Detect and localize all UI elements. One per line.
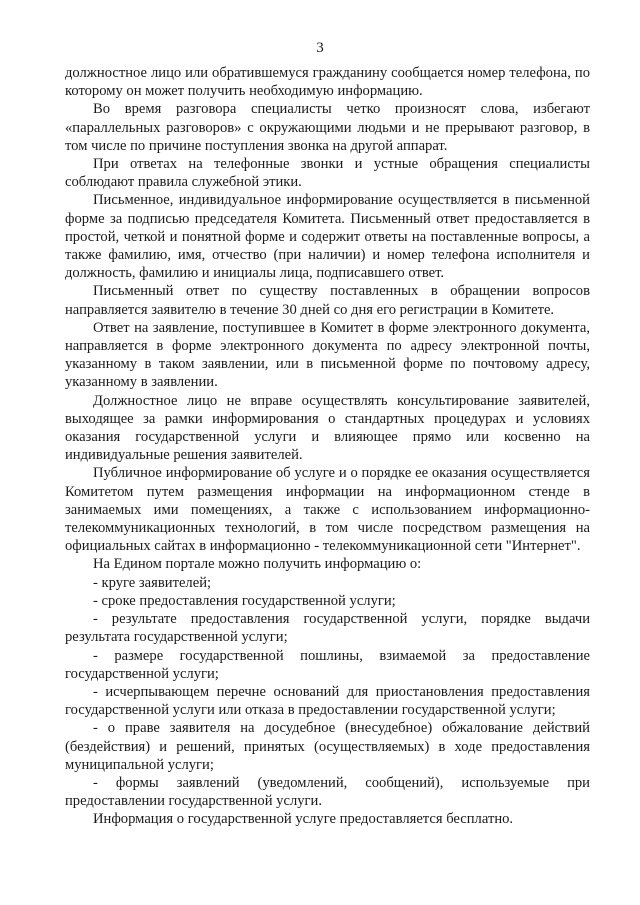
paragraph: - результате предоставления государственной услуги, порядке выдачи результата государственной услуги;	[65, 611, 590, 646]
paragraph: Письменный ответ по существу поставленных в обращении вопросов направляется заявителю в течение 30 дней со дня его регистрации в Комитете.	[65, 283, 590, 318]
document-body	[65, 64, 590, 829]
paragraph: Информация о государственной услуге предоставляется бесплатно.	[93, 811, 514, 828]
paragraph: Во время разговора специалисты четко произносят слова, избегают «параллельных разговоров» с окружающими людьми и не прерывают разговор, в том числе по причине поступления звонка на другой аппарат.	[65, 101, 590, 154]
paragraph: На Едином портале можно получить информацию о:	[93, 556, 422, 573]
paragraph: - сроке предоставления государственной услуги;	[93, 592, 396, 609]
paragraph: - исчерпывающем перечне оснований для приостановления предоставления государственной услуги или отказа в предоставлении государственной услуги;	[65, 683, 590, 719]
paragraph: Публичное информирование об услуге и о порядке ее оказания осуществляется Комитетом путем размещения информации на информационном стенде в занимаемых ими помещениях, а также с использованием информационно-телекоммуникационных технологий, в том числе посредством размещения на официальных сайтах в информационно - телекоммуникационной сети "Интернет".	[65, 465, 590, 555]
paragraph: должностное лицо или обратившемуся гражданину сообщается номер телефона, по которому он может получить необходимую информацию.	[65, 65, 590, 100]
paragraph: - формы заявлений (уведомлений, сообщений), используемые при предоставлении государственной услуги.	[65, 774, 590, 810]
page-number: 3	[316, 40, 324, 56]
paragraph: Ответ на заявление, поступившее в Комитет в форме электронного документа, направляется в форме электронного документа по адресу электронной почты, указанному в таком заявлении, или в письменной форме по почтовому адресу, указанному в заявлении.	[65, 319, 590, 391]
paragraph: - размере государственной пошлины, взимаемой за предоставление государственной услуги;	[65, 647, 590, 682]
paragraph: - круге заявителей;	[93, 574, 212, 591]
paragraph: - о праве заявителя на досудебное (внесудебное) обжалование действий (бездействия) и решений, принятых (осуществляемых) в ходе предоставления муниципальной услуги;	[65, 720, 590, 773]
paragraph: При ответах на телефонные звонки и устные обращения специалисты соблюдают правила служебной этики.	[65, 156, 590, 191]
paragraph: Письменное, индивидуальное информирование осуществляется в письменной форме за подписью председателя Комитета. Письменный ответ предоставляется в простой, четкой и понятной форме и содержит ответы на поставленные вопросы, а также фамилию, имя, отчество (при наличии) и номер телефона исполнителя и должность, фамилию и инициалы лица, подписавшего ответ.	[65, 192, 590, 282]
paragraph: Должностное лицо не вправе осуществлять консультирование заявителей, выходящее за рамки информирования о стандартных процедурах и условиях оказания государственной услуги и влияющее прямо или косвенно на индивидуальные решения заявителей.	[65, 392, 590, 464]
